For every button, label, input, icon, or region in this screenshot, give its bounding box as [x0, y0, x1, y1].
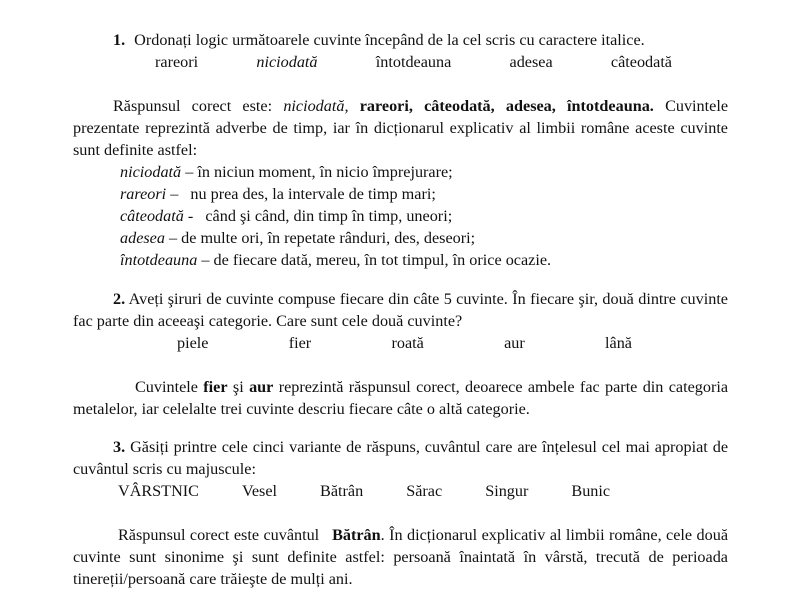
exercise-3-prompt	[73, 437, 728, 481]
definition-text: în niciun moment, în nicio împrejurare;	[197, 162, 453, 181]
definition-dash: –	[201, 250, 210, 269]
definition-text: când şi când, din timp în timp, uneori;	[205, 206, 453, 225]
answer-bold: rareori, câteodată, adesea, întotdeauna.	[359, 96, 654, 115]
word-item: întotdeauna	[375, 52, 452, 71]
answer-italic: niciodată,	[283, 96, 349, 115]
exercise-2-word-list	[73, 333, 728, 377]
definition-term: întotdeauna	[120, 250, 198, 269]
word-item: fier	[288, 334, 312, 353]
exercise-2-prompt-text: Aveți şiruri de cuvinte compuse fiecare din câte 5 cuvinte. În fiecare şir, două dintre cuvinte fac parte din aceeaşi categorie. Care sunt cele două cuvinte?	[73, 290, 728, 331]
word-item: lână	[605, 334, 632, 353]
exercise-3-number: 3.	[113, 438, 126, 457]
word-item: piele	[177, 334, 209, 353]
exercise-1-number: 1.	[113, 31, 126, 49]
word-item: câteodată	[610, 52, 672, 71]
definition-dash: –	[170, 184, 179, 203]
exercise-1-definition-list	[73, 162, 728, 272]
answer-rest: reprezintă răspunsul corect, deoarece ambele fac parte din categoria metalelor, iar celelalte trei cuvinte descriu fiecare câte o altă categorie.	[73, 378, 729, 419]
answer-lead: Cuvintele	[135, 378, 198, 397]
exercise-1-answer	[73, 96, 728, 162]
word-item-italic: niciodată	[256, 52, 318, 71]
answer-bold: Bătrân	[332, 526, 381, 545]
word-item: adesea	[509, 52, 553, 71]
definition-term: rareori	[120, 184, 167, 203]
exercise-2-prompt	[73, 289, 728, 333]
definition-term: adesea	[120, 228, 165, 247]
definition-term: niciodată	[120, 162, 182, 181]
definition-dash: –	[185, 162, 194, 181]
definition-dash: -	[187, 206, 194, 225]
answer-lead: Răspunsul corect este:	[113, 96, 273, 115]
answer-bold-2: aur	[249, 378, 274, 397]
exercise-3-answer	[73, 525, 728, 591]
word-item: Vesel	[241, 482, 278, 501]
definition-dash: –	[169, 228, 178, 247]
word-item-uppercase: VÂRSTNIC	[118, 482, 199, 501]
definition-row	[120, 206, 728, 228]
answer-rest: Cuvintele prezentate reprezintă adverbe de timp, iar în dicționarul explicativ al limbii române aceste cuvinte sunt definite astfel:	[73, 96, 729, 159]
definition-text: de fiecare dată, mereu, în tot timpul, în orice ocazie.	[213, 250, 552, 269]
word-item: Bătrân	[320, 482, 364, 501]
definition-row	[120, 228, 728, 250]
definition-row	[120, 162, 728, 184]
word-item: roată	[391, 334, 424, 353]
exercise-1-prompt	[73, 30, 728, 52]
answer-lead: Răspunsul corect este cuvântul	[118, 526, 320, 545]
word-item: Sărac	[406, 482, 443, 501]
exercise-1-prompt-text: Ordonați logic următoarele cuvinte începând de la cel scris cu caractere italice.	[134, 31, 645, 49]
word-item: Singur	[485, 482, 529, 501]
definition-row	[120, 250, 728, 272]
answer-bold-1: fier	[203, 378, 228, 397]
definition-text: nu prea des, la intervale de timp mari;	[190, 184, 436, 203]
answer-mid: şi	[232, 378, 244, 397]
exercise-3-word-list	[73, 481, 728, 525]
definition-text: de multe ori, în repetate rânduri, des, deseori;	[181, 228, 476, 247]
word-item: Bunic	[571, 482, 611, 501]
word-item: rareori	[155, 52, 199, 71]
section-spacer	[73, 271, 728, 289]
section-spacer	[73, 421, 728, 437]
exercise-2-answer	[73, 377, 728, 421]
exercise-1-word-list	[73, 52, 728, 96]
exercise-2-number: 2.	[113, 290, 126, 309]
word-item: aur	[504, 334, 525, 353]
definition-row	[120, 184, 728, 206]
exercise-3-prompt-text: Găsiți printre cele cinci variante de răspuns, cuvântul care are înțelesul cel mai apropiat de cuvântul scris cu majuscule:	[73, 438, 729, 479]
definition-term: câteodată	[120, 206, 184, 225]
answer-rest: . În dicționarul explicativ al limbii române, cele două cuvinte sunt sinonime şi sunt definite astfel: persoană înaintată în vârstă, trecută de perioada tinereții/persoană care trăieşte de mulți ani.	[73, 526, 728, 588]
